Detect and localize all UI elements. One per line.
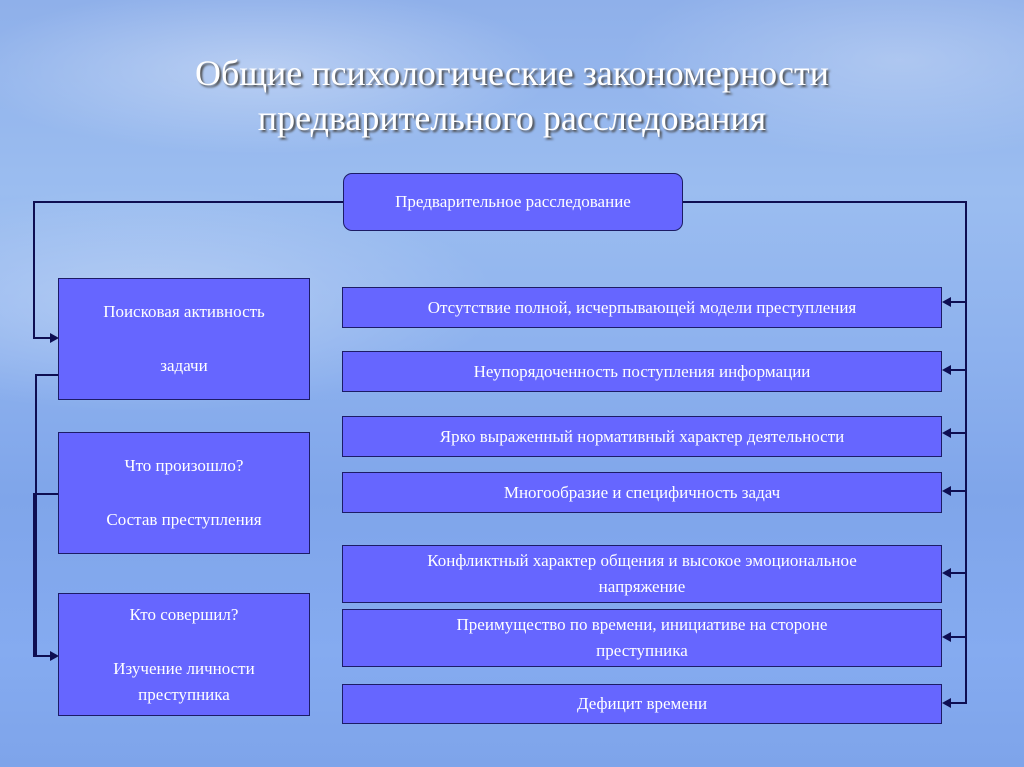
arrow-left-icon — [942, 698, 951, 708]
left-node-line: Поисковая активность — [103, 302, 265, 321]
slide-title-line-2: предварительного расследования — [257, 98, 767, 138]
root-node-label: Предварительное расследование — [395, 192, 631, 211]
connector-right-vertical — [965, 201, 967, 704]
right-node-line: Преимущество по времени, инициативе на стороне — [456, 615, 828, 634]
connector-left-to-box1 — [33, 337, 50, 339]
connector-right-branch-3 — [950, 432, 966, 434]
connector-right-branch-5 — [950, 572, 966, 574]
connector-left-vertical-lower — [35, 374, 37, 657]
connector-right-branch-2 — [950, 369, 966, 371]
left-node-line: Изучение личности — [113, 658, 255, 678]
connector-top-right-horizontal — [683, 201, 967, 203]
right-node-label: Ярко выраженный нормативный характер деятельности — [439, 426, 845, 446]
connector-right-branch-7 — [950, 702, 967, 704]
left-node-line: Что произошло? — [124, 456, 244, 475]
arrow-left-icon — [942, 486, 951, 496]
right-node-6 — [342, 609, 942, 667]
right-node-line: Конфликтный характер общения и высокое эмоциональное — [427, 551, 857, 570]
root-node-preliminary-investigation — [343, 173, 683, 231]
arrow-left-icon — [942, 568, 951, 578]
left-node-line: Кто совершил? — [129, 604, 239, 624]
connector-box2-branch — [33, 493, 58, 495]
connector-left-to-box3 — [33, 655, 50, 657]
right-node-line: преступника — [596, 641, 688, 660]
arrow-left-icon — [942, 632, 951, 642]
arrow-left-icon — [942, 297, 951, 307]
connector-left-vertical-short — [33, 493, 35, 657]
left-node-line: задачи — [160, 356, 208, 375]
right-node-1 — [342, 287, 942, 328]
right-node-label: Дефицит времени — [576, 694, 708, 713]
right-node-3 — [342, 416, 942, 457]
right-node-label: Отсутствие полной, исчерпывающей модели преступления — [427, 297, 857, 317]
right-node-4 — [342, 472, 942, 513]
connector-right-branch-4 — [950, 490, 966, 492]
connector-right-branch-1 — [950, 301, 966, 303]
right-node-5 — [342, 545, 942, 603]
connector-left-vertical-upper — [33, 201, 35, 339]
right-node-2 — [342, 351, 942, 392]
left-node-what-happened — [58, 432, 310, 554]
right-node-line: напряжение — [598, 577, 686, 596]
right-node-label: Многообразие и специфичность задач — [503, 482, 781, 502]
right-node-label: Неупорядоченность поступления информации — [473, 361, 811, 381]
connector-right-branch-6 — [950, 636, 966, 638]
left-node-who-committed — [58, 593, 310, 716]
slide-title-line-1: Общие психологические закономерности — [195, 53, 829, 93]
arrow-left-icon — [942, 428, 951, 438]
left-node-search-activity — [58, 278, 310, 400]
left-node-line: Состав преступления — [106, 510, 262, 529]
connector-box1-out — [35, 374, 58, 376]
arrow-left-icon — [942, 365, 951, 375]
left-node-line: преступника — [138, 684, 230, 704]
connector-top-left-horizontal — [33, 201, 343, 203]
right-node-7 — [342, 684, 942, 724]
